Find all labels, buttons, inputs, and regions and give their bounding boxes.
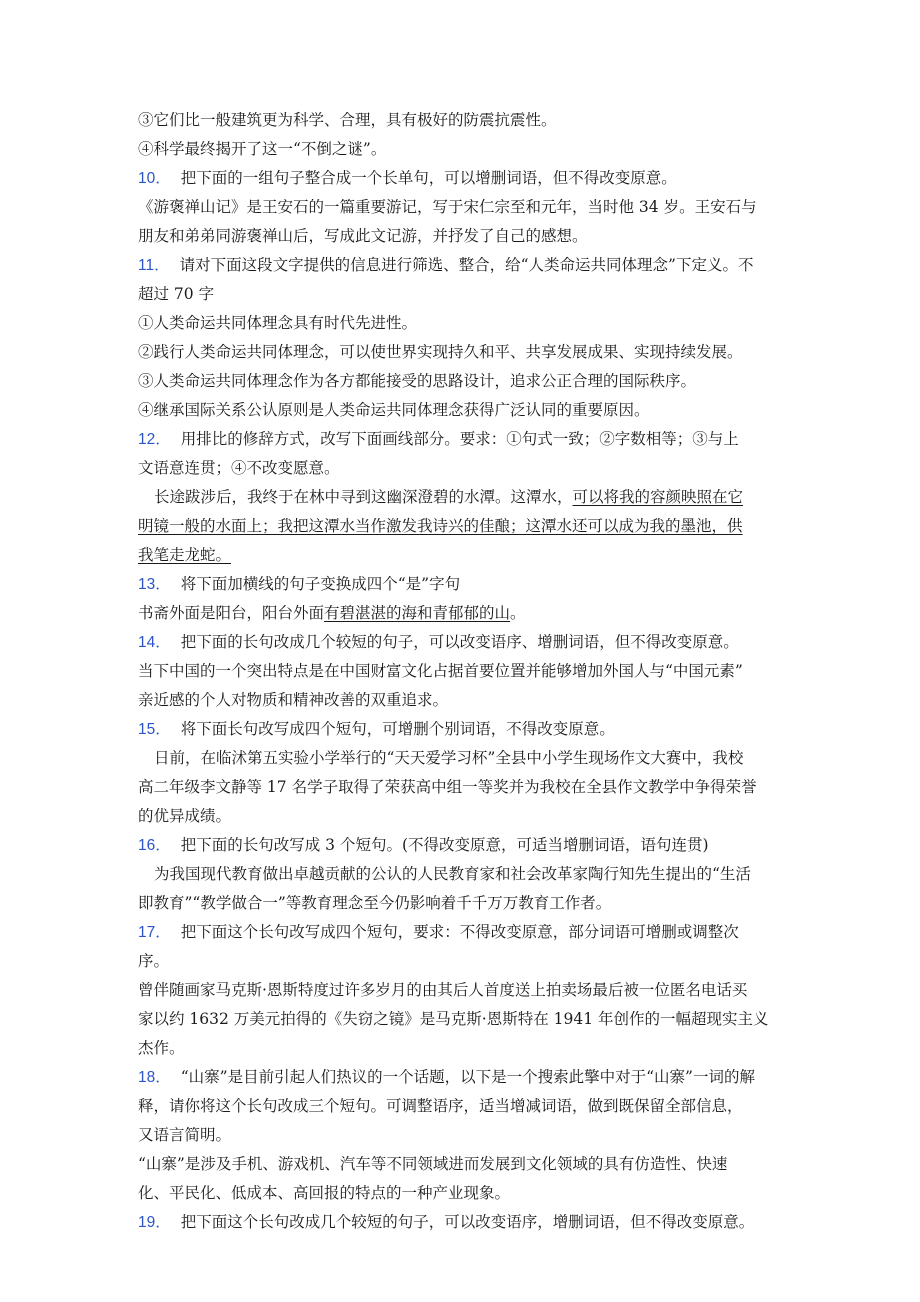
question-line: [138, 1063, 786, 1092]
text-line: [138, 106, 786, 135]
line-text: ③它们比一般建筑更为科学、合理，具有极好的防震抗震性。: [138, 111, 557, 129]
text-line: [138, 1150, 786, 1179]
line-text: 把下面这个长句改写成四个短句，要求：不得改变原意，部分词语可增删或调整次: [180, 923, 739, 941]
text-line: [138, 512, 786, 541]
line-text: 又语言简明。: [138, 1126, 232, 1144]
text-line: [138, 773, 786, 802]
text-line: [138, 686, 786, 715]
line-text: 长途跋涉后，我终于在林中寻到这幽深澄碧的水潭。这潭水，: [154, 488, 573, 506]
line-text: ①人类命运共同体理念具有时代先进性。: [138, 314, 418, 332]
text-line: [138, 222, 786, 251]
text-line: [138, 367, 786, 396]
question-line: [138, 918, 786, 947]
question-line: [138, 570, 786, 599]
underlined-text: 我笔走龙蛇。: [138, 546, 232, 564]
text-line: [138, 976, 786, 1005]
line-text: 用排比的修辞方式，改写下面画线部分。要求：①句式一致；②字数相等；③与上: [180, 430, 739, 448]
text-line: [138, 541, 786, 570]
question-number: 11．: [138, 257, 170, 274]
text-line: [138, 1121, 786, 1150]
question-line: [138, 1208, 786, 1237]
question-line: [138, 831, 786, 860]
line-text: 文语意连贯；④不改变愿意。: [138, 459, 340, 477]
line-text: 亲近感的个人对物质和精神改善的双重追求。: [138, 691, 449, 709]
text-line: [138, 889, 786, 918]
document-body: [138, 106, 786, 1237]
question-line: [138, 628, 786, 657]
line-text: 杰作。: [138, 1039, 185, 1057]
text-line: [138, 396, 786, 425]
text-line: [138, 1179, 786, 1208]
line-text: 家以约 1632 万美元拍得的《失窃之镜》是马克斯·恩斯特在 1941 年创作的一幅超现实主义: [138, 1010, 769, 1028]
underlined-text: 有碧湛湛的海和青郁郁的山: [324, 604, 511, 622]
line-text: 释，请你将这个长句改成三个短句。可调整语序，适当增减词语，做到既保留全部信息，: [138, 1097, 743, 1115]
question-line: [138, 164, 786, 193]
question-number: 15．: [138, 721, 171, 738]
line-text: 即教育”“教学做合一”等教育理念至今仍影响着千千万万教育工作者。: [138, 894, 612, 912]
line-text: 化、平民化、低成本、高回报的特点的一种产业现象。: [138, 1184, 511, 1202]
line-text: 把下面的长句改成几个较短的句子，可以改变语序、增删词语，但不得改变原意。: [180, 633, 739, 651]
text-line: [138, 309, 786, 338]
question-number: 14．: [138, 634, 171, 651]
line-text: 超过 70 字: [138, 285, 215, 303]
question-number: 10．: [138, 170, 171, 187]
line-text: 当下中国的一个突出特点是在中国财富文化占据首要位置并能够增加外国人与“中国元素”: [138, 662, 743, 680]
line-text: 将下面长句改写成四个短句，可增删个别词语，不得改变原意。: [180, 720, 615, 738]
line-text: 序。: [138, 952, 170, 970]
text-line: [138, 454, 786, 483]
line-text: 把下面的一组句子整合成一个长单句，可以增删词语，但不得改变原意。: [180, 169, 677, 187]
question-number: 12．: [138, 431, 171, 448]
line-text: 的优异成绩。: [138, 807, 232, 825]
line-text: 请对下面这段文字提供的信息进行筛选、整合，给“人类命运共同体理念”下定义。不: [179, 256, 754, 274]
text-line: [138, 1034, 786, 1063]
line-text: 朋友和弟弟同游褒禅山后，写成此文记游，并抒发了自己的感想。: [138, 227, 588, 245]
line-text: 曾伴随画家马克斯·恩斯特度过许多岁月的由其后人首度送上拍卖场最后被一位匿名电话买: [138, 981, 748, 999]
underlined-text: 明镜一般的水面上；我把这潭水当作激发我诗兴的佳酿；这潭水还可以成为我的墨池，供: [138, 517, 743, 535]
question-number: 18．: [138, 1069, 171, 1086]
text-line: [138, 947, 786, 976]
text-line: [138, 483, 786, 512]
question-line: [138, 251, 786, 280]
text-line: [138, 657, 786, 686]
line-text: 为我国现代教育做出卓越贡献的公认的人民教育家和社会改革家陶行知先生提出的“生活: [154, 865, 751, 883]
line-text: 把下面这个长句改成几个较短的句子，可以改变语序，增删词语，但不得改变原意。: [180, 1213, 755, 1231]
line-text: 将下面加横线的句子变换成四个“是”字句: [180, 575, 461, 593]
line-text: ④继承国际关系公认原则是人类命运共同体理念获得广泛认同的重要原因。: [138, 401, 650, 419]
question-number: 13．: [138, 576, 171, 593]
question-number: 17．: [138, 924, 171, 941]
question-line: [138, 425, 786, 454]
line-text: 高二年级李文静等 17 名学子取得了荣获高中组一等奖并为我校在全县作文教学中争得荣誉: [138, 778, 757, 796]
line-text: ④科学最终揭开了这一“不倒之谜”。: [138, 140, 387, 158]
text-line: [138, 744, 786, 773]
line-text: ②践行人类命运共同体理念，可以使世界实现持久和平、共享发展成果、实现持续发展。: [138, 343, 743, 361]
text-line: [138, 280, 786, 309]
text-line: [138, 1092, 786, 1121]
text-line: [138, 1005, 786, 1034]
underlined-text: 可以将我的容颜映照在它: [572, 488, 744, 506]
text-line: [138, 135, 786, 164]
line-text: 把下面的长句改写成 3 个短句。(不得改变原意，可适当增删词语，语句连贯): [180, 836, 709, 854]
line-text: “山寨”是目前引起人们热议的一个话题，以下是一个搜索此擎中对于“山寨”一词的解: [180, 1068, 755, 1086]
question-number: 16．: [138, 837, 171, 854]
text-line: [138, 802, 786, 831]
text-line: [138, 860, 786, 889]
question-number: 19．: [138, 1214, 171, 1231]
line-text: “山寨”是涉及手机、游戏机、汽车等不同领域进而发展到文化领域的具有仿造性、快速: [138, 1155, 728, 1173]
question-line: [138, 715, 786, 744]
line-text-tail: 。: [510, 604, 526, 622]
line-text: 书斋外面是阳台，阳台外面: [138, 604, 325, 622]
line-text: 《游褒禅山记》是王安石的一篇重要游记，写于宋仁宗至和元年，当时他 34 岁。王安石与: [138, 198, 757, 216]
line-text: 日前，在临沭第五实验小学举行的“天天爱学习杯”全县中小学生现场作文大赛中，我校: [154, 749, 744, 767]
line-text: ③人类命运共同体理念作为各方都能接受的思路设计，追求公正合理的国际秩序。: [138, 372, 697, 390]
text-line: [138, 338, 786, 367]
text-line: [138, 599, 786, 628]
text-line: [138, 193, 786, 222]
